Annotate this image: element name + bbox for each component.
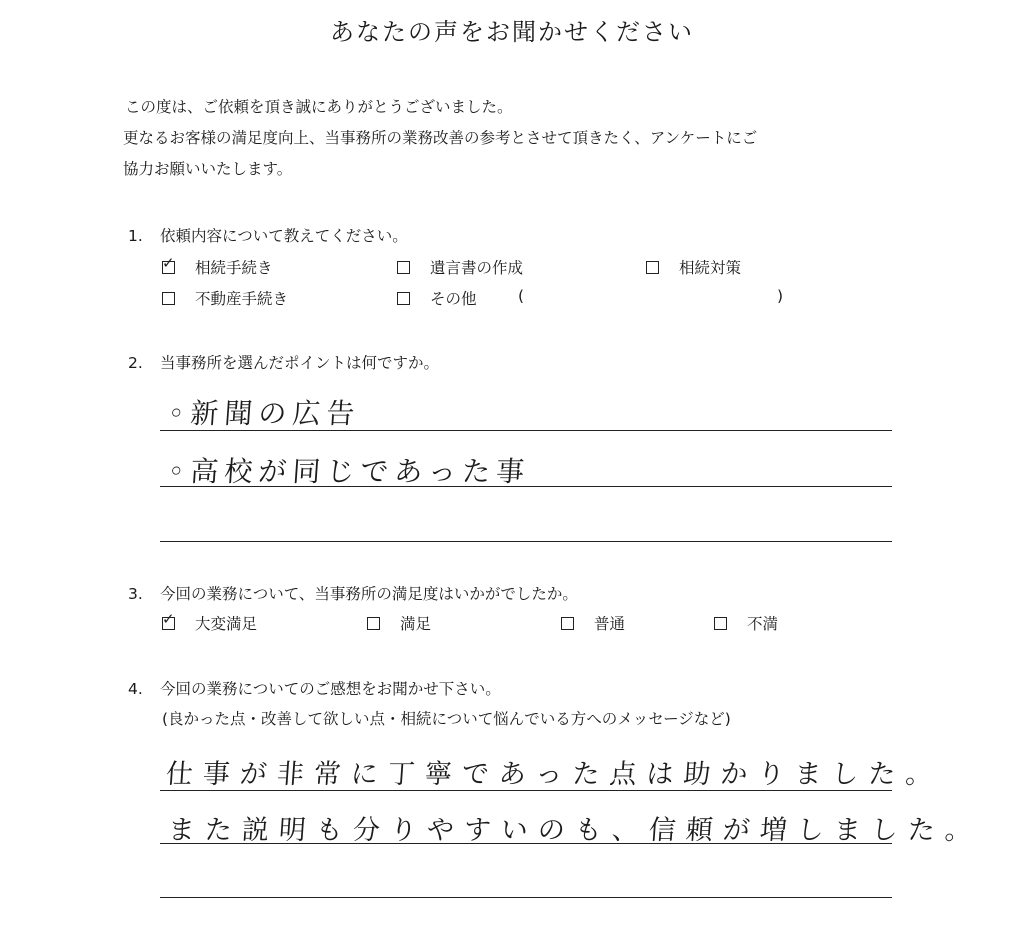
question-4 <box>128 677 501 699</box>
question-3 <box>128 582 578 604</box>
answer-rule <box>160 843 892 844</box>
intro-line-2: 更なるお客様の満足度向上、当事務所の業務改善の参考とさせて頂きたく、アンケートにご <box>123 129 758 147</box>
intro-line-3: 協力お願いいたします。 <box>123 160 293 178</box>
question-4-text: 今回の業務についてのご感想をお聞かせ下さい。 <box>160 680 501 698</box>
other-paren-open: ( <box>518 287 525 305</box>
answer-rule <box>160 486 892 487</box>
q1-option-will[interactable] <box>397 256 523 278</box>
other-paren-close: ) <box>777 287 784 305</box>
q2-answer-line-2: ◦高校が同じであった事 <box>166 455 532 488</box>
q1-option-label: 不動産手続き <box>195 290 289 308</box>
question-2-number: 2. <box>128 354 143 372</box>
intro-line-1: この度は、ご依頼を頂き誠にありがとうございました。 <box>125 98 513 116</box>
checkbox[interactable] <box>397 261 410 274</box>
q3-option-label: 満足 <box>400 615 432 633</box>
answer-rule <box>160 897 892 898</box>
q2-answer-line-1: ◦新聞の広告 <box>166 397 362 430</box>
checkbox[interactable] <box>162 253 175 274</box>
question-1-text: 依頼内容について教えてください。 <box>160 227 408 245</box>
question-3-text: 今回の業務について、当事務所の満足度はいかがでしたか。 <box>160 585 578 603</box>
checkbox[interactable] <box>162 292 175 305</box>
answer-rule <box>160 790 892 791</box>
q1-option-label: 相続手続き <box>195 259 273 277</box>
q3-option-dissatisfied[interactable] <box>714 612 778 634</box>
q3-option-satisfied[interactable] <box>367 612 431 634</box>
answer-rule <box>160 541 892 542</box>
q4-answer-line-2: また説明も分りやすいのも、信頼が増しました。 <box>166 815 983 846</box>
answer-rule <box>160 430 892 431</box>
question-2 <box>128 351 439 373</box>
question-3-number: 3. <box>128 585 143 603</box>
q1-option-label: その他 <box>430 290 477 308</box>
checkbox[interactable] <box>162 609 175 630</box>
checkbox[interactable] <box>397 292 410 305</box>
page-title: あなたの声をお聞かせください <box>330 18 694 46</box>
q1-option-other[interactable] <box>397 287 477 309</box>
q1-option-label: 相続対策 <box>679 259 742 277</box>
q3-option-very-satisfied[interactable] <box>162 609 258 634</box>
check-mark-icon: ✓ <box>162 253 175 272</box>
question-1-number: 1. <box>128 227 143 245</box>
q3-option-label: 不満 <box>747 615 779 633</box>
q4-answer-line-1: 仕事が非常に丁寧であった点は助かりました。 <box>164 759 944 790</box>
checkbox[interactable] <box>714 617 727 630</box>
q1-option-label: 遺言書の作成 <box>430 259 524 277</box>
q3-option-label: 普通 <box>594 615 626 633</box>
q3-option-neutral[interactable] <box>561 612 625 634</box>
question-2-text: 当事務所を選んだポイントは何ですか。 <box>160 354 440 372</box>
q1-option-real-estate[interactable] <box>162 287 288 309</box>
checkbox[interactable] <box>646 261 659 274</box>
question-4-subtext: (良かった点・改善して欲しい点・相続について悩んでいる方へのメッセージなど) <box>162 710 731 728</box>
q1-option-inheritance-planning[interactable] <box>646 256 741 278</box>
checkbox[interactable] <box>367 617 380 630</box>
q3-option-label: 大変満足 <box>195 615 258 633</box>
question-1 <box>128 224 408 246</box>
check-mark-icon: ✓ <box>162 609 175 628</box>
checkbox[interactable] <box>561 617 574 630</box>
q1-option-inheritance[interactable] <box>162 253 273 278</box>
question-4-number: 4. <box>128 680 143 698</box>
